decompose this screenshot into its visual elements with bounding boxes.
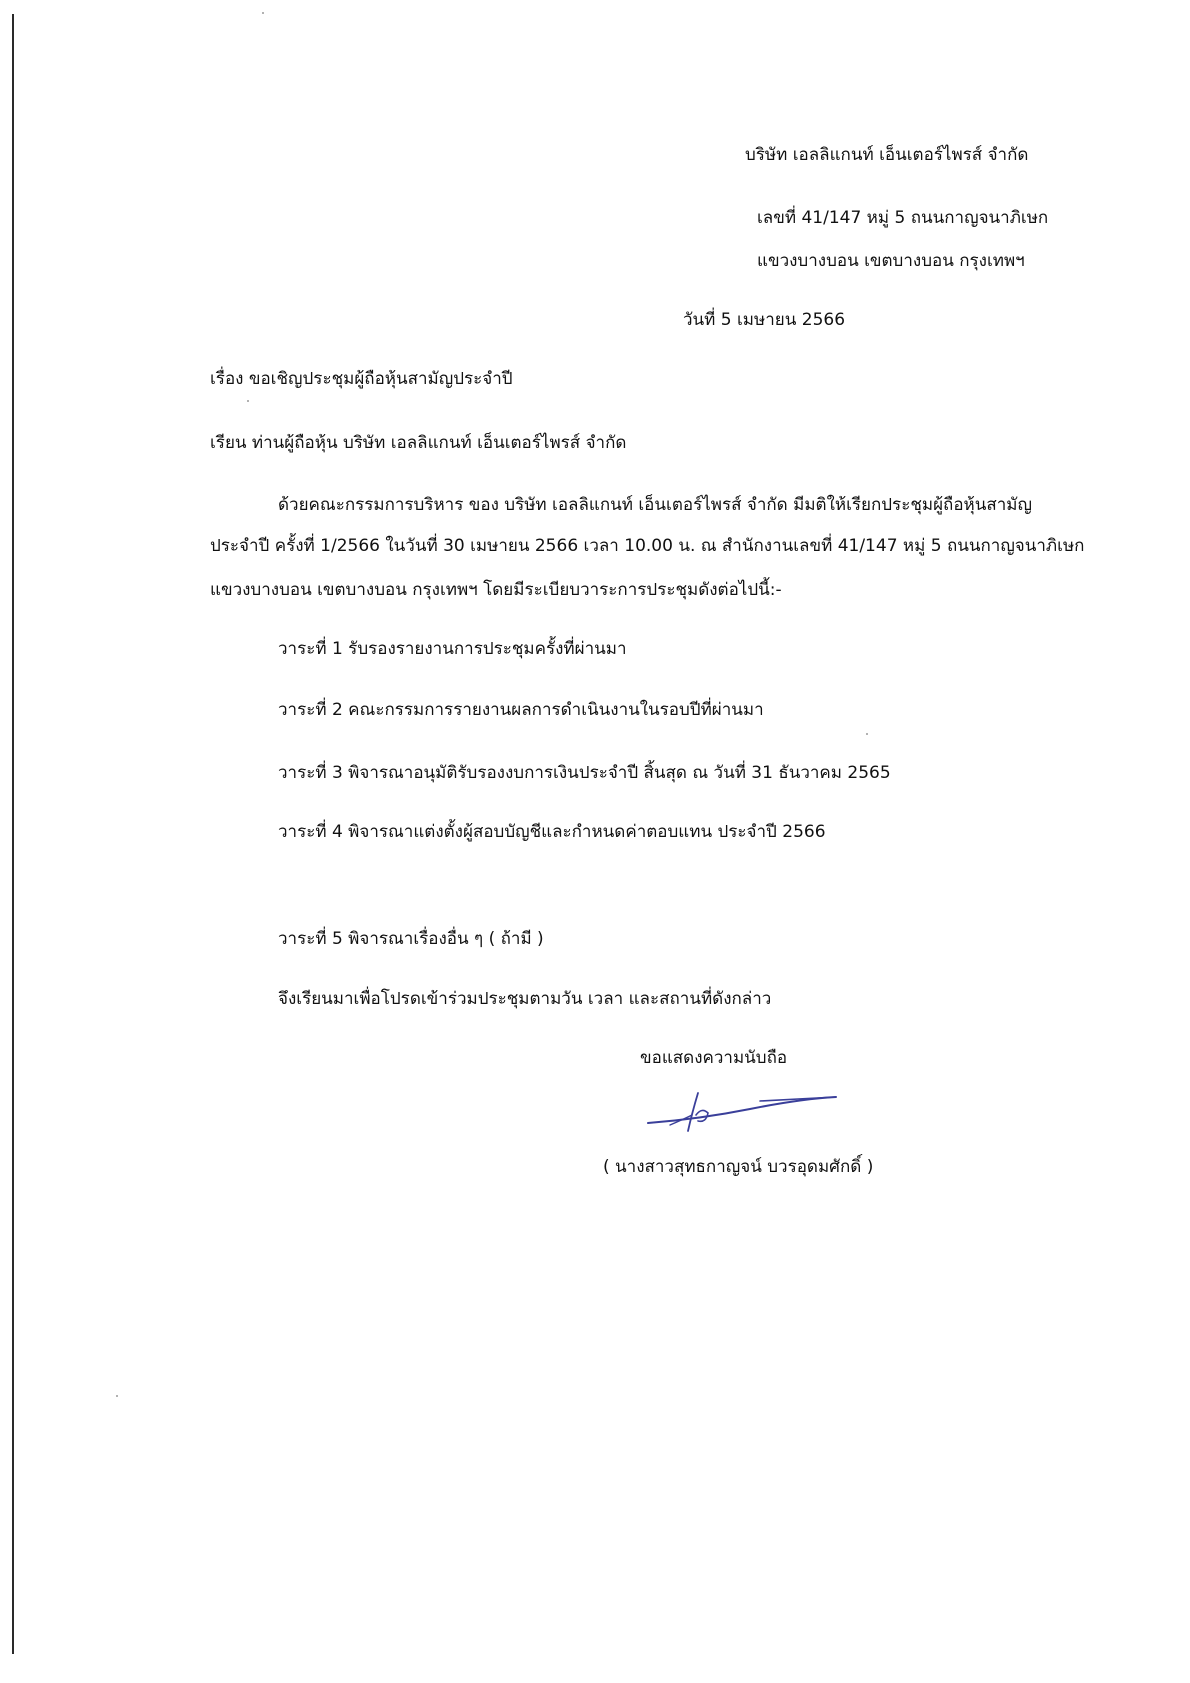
body-line-2: ประจำปี ครั้งที่ 1/2566 ในวันที่ 30 เมษายน 2566 เวลา 10.00 น. ณ สำนักงานเลขที่ 41/147 หมู่ 5 ถนนกาญจนาภิเษก [210,536,1085,556]
letterhead-address-line1: เลขที่ 41/147 หมู่ 5 ถนนกาญจนาภิเษก [757,208,1049,228]
letter-recipient: เรียน ท่านผู้ถือหุ้น บริษัท เอลลิแกนท์ เอ็นเตอร์ไพรส์ จำกัด [210,433,627,453]
agenda-item-5: วาระที่ 5 พิจารณาเรื่องอื่น ๆ ( ถ้ามี ) [278,929,544,949]
agenda-item-2: วาระที่ 2 คณะกรรมการรายงานผลการดำเนินงานในรอบปีที่ผ่านมา [278,700,764,720]
body-line-1: ด้วยคณะกรรมการบริหาร ของ บริษัท เอลลิแกนท์ เอ็นเตอร์ไพรส์ จำกัด มีมติให้เรียกประชุมผู้ถือหุ้นสามัญ [278,495,1032,515]
handwritten-signature [640,1085,840,1135]
sign-off: ขอแสดงความนับถือ [640,1048,788,1068]
letter-subject: เรื่อง ขอเชิญประชุมผู้ถือหุ้นสามัญประจำปี [210,369,513,389]
scan-speck [247,400,249,402]
scan-edge-line [12,14,14,1654]
letter-date: วันที่ 5 เมษายน 2566 [683,310,846,330]
letterhead-company: บริษัท เอลลิแกนท์ เอ็นเตอร์ไพรส์ จำกัด [745,145,1029,165]
signatory-name: ( นางสาวสุทธกาญจน์ บวรอุดมศักดิ์ ) [603,1157,874,1177]
scan-speck [116,1395,118,1397]
scan-speck [866,733,868,735]
agenda-item-4: วาระที่ 4 พิจารณาแต่งตั้งผู้สอบบัญชีและกำหนดค่าตอบแทน ประจำปี 2566 [278,822,826,842]
letterhead-address-line2: แขวงบางบอน เขตบางบอน กรุงเทพฯ [757,251,1025,271]
closing-sentence: จึงเรียนมาเพื่อโปรดเข้าร่วมประชุมตามวัน เวลา และสถานที่ดังกล่าว [278,989,772,1009]
agenda-item-1: วาระที่ 1 รับรองรายงานการประชุมครั้งที่ผ่านมา [278,639,627,659]
scan-speck [262,12,264,14]
body-line-3: แขวงบางบอน เขตบางบอน กรุงเทพฯ โดยมีระเบียบวาระการประชุมดังต่อไปนี้:- [210,580,782,600]
agenda-item-3: วาระที่ 3 พิจารณาอนุมัติรับรองงบการเงินประจำปี สิ้นสุด ณ วันที่ 31 ธันวาคม 2565 [278,763,891,783]
